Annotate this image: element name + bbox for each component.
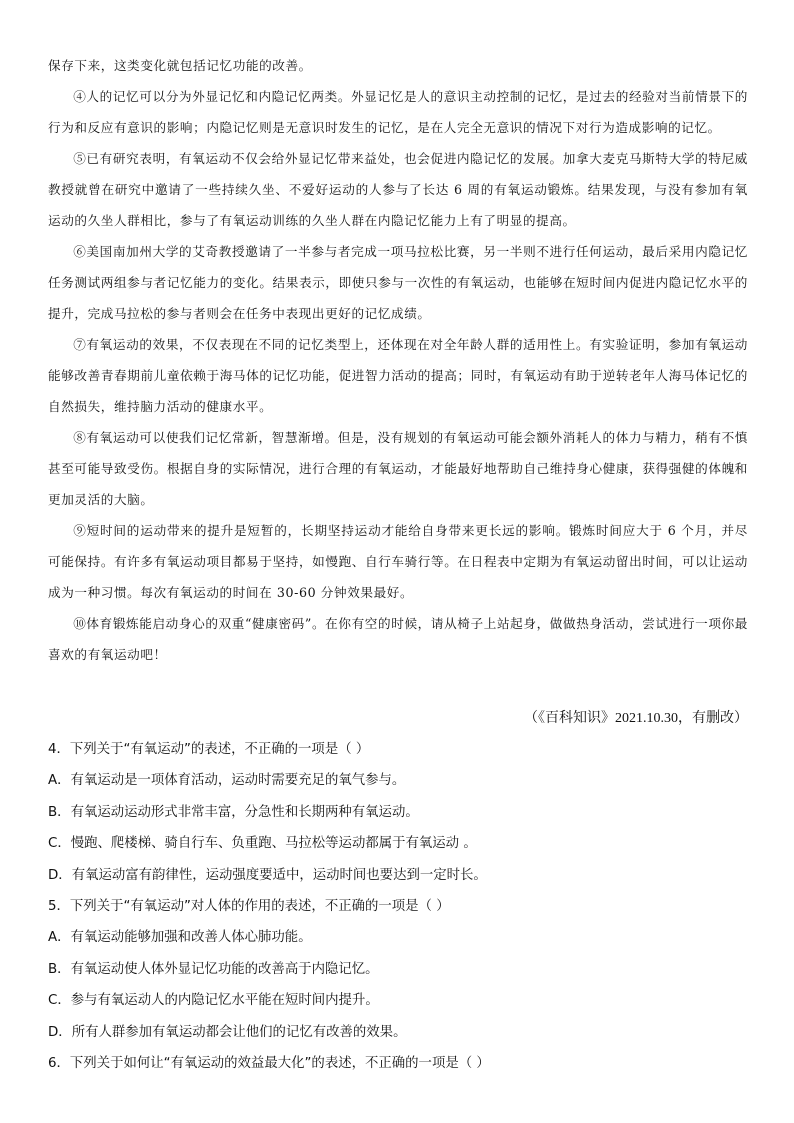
question-5-option-d: D．所有人群参加有氧运动都会让他们的记忆有改善的效果。 [48,1024,407,1040]
paragraph-continued: 保存下来，这类变化就包括记忆功能的改善。 [48,58,312,73]
paragraph-5: ⑤已有研究表明，有氧运动不仅会给外显记忆带来益处，也会促进内隐记忆的发展。加拿大麦克马斯特大学的特尼威教授就曾在研究中邀请了一些持续久坐、不爱好运动的人参与了长达 6 周的有氧运动锻炼。结果发现，与没有参加有氧运动的久坐人群相比，参与了有氧运动训练的久坐人群在内隐记忆能力上有了明显的提高。 [48,151,748,228]
reading-passage [48,50,748,670]
question-4-option-d: D．有氧运动富有韵律性，运动强度要适中，运动时间也要达到一定时长。 [48,867,487,883]
question-5-option-b: B．有氧运动使人体外显记忆功能的改善高于内隐记忆。 [48,961,379,977]
paragraph-9: ⑨短时间的运动带来的提升是短暂的，长期坚持运动才能给自身带来更长远的影响。锻炼时间应大于 6 个月，并尽可能保持。有许多有氧运动项目都易于坚持，如慢跑、自行车骑行等。在日程表中定期为有氧运动留出时间，可以让运动成为一种习惯。每次有氧运动的时间在 30-60 分钟效果最好。 [48,523,748,600]
paragraph-4: ④人的记忆可以分为外显记忆和内隐记忆两类。外显记忆是人的意识主动控制的记忆，是过去的经验对当前情景下的行为和反应有意识的影响；内隐记忆则是无意识时发生的记忆，是在人完全无意识的情况下对行为造成影响的记忆。 [48,89,748,135]
question-4-stem: 4．下列关于“有氧运动”的表述，不正确的一项是（ ） [48,742,370,757]
paragraph-10: ⑩体育锻炼能启动身心的双重“健康密码”。在你有空的时候，请从椅子上站起身，做做热身活动，尝试进行一项你最喜欢的有氧运动吧！ [48,616,748,662]
question-list [48,734,748,1079]
question-5-stem: 5．下列关于“有氧运动”对人体的作用的表述，不正确的一项是（ ） [48,899,450,915]
source-citation: （《百科知识》2021.10.30，有删改） [524,711,748,726]
question-5-option-c: C．参与有氧运动人的内隐记忆水平能在短时间内提升。 [48,993,379,1009]
paragraph-8: ⑧有氧运动可以使我们记忆常新，智慧渐增。但是，没有规划的有氧运动可能会额外消耗人的体力与精力，稍有不慎甚至可能导致受伤。根据自身的实际情况，进行合理的有氧运动，才能最好地帮助自己维持身心健康，获得强健的体魄和更加灵活的大脑。 [48,430,748,507]
question-4-option-c: C．慢跑、爬楼梯、骑自行车、负重跑、马拉松等运动都属于有氧运动 。 [48,836,477,852]
question-6-stem: 6．下列关于如何让“有氧运动的效益最大化”的表述，不正确的一项是（ ） [48,1056,490,1072]
question-5-option-a: A．有氧运动能够加强和改善人体心肺功能。 [48,930,312,946]
paragraph-6: ⑥美国南加州大学的艾奇教授邀请了一半参与者完成一项马拉松比赛，另一半则不进行任何运动，最后采用内隐记忆任务测试两组参与者记忆能力的变化。结果表示，即使只参与一次性的有氧运动，也能够在短时间内促进内隐记忆水平的提升，完成马拉松的参与者则会在任务中表现出更好的记忆成绩。 [48,244,748,321]
paragraph-7: ⑦有氧运动的效果，不仅表现在不同的记忆类型上，还体现在对全年龄人群的适用性上。有实验证明，参加有氧运动能够改善青春期前儿童依赖于海马体的记忆功能，促进智力活动的提高；同时，有氧运动有助于逆转老年人海马体记忆的自然损失，维持脑力活动的健康水平。 [48,337,748,414]
question-4-option-b: B．有氧运动运动形式非常丰富，分急性和长期两种有氧运动。 [48,804,419,820]
question-4-option-a: A．有氧运动是一项体育活动，运动时需要充足的氧气参与。 [48,773,406,789]
